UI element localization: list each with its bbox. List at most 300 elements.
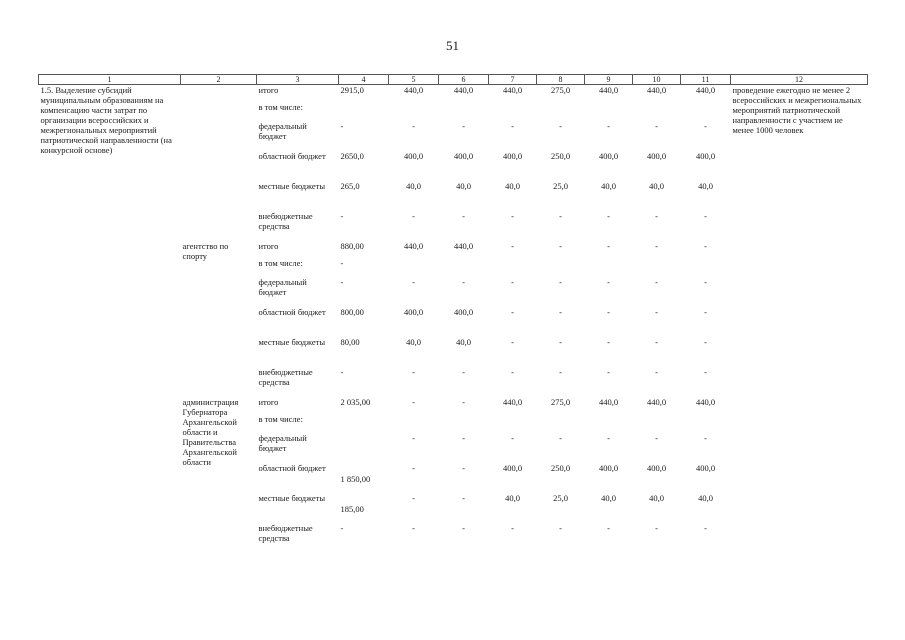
- value-cell: [585, 181, 633, 211]
- value-cell: [439, 367, 489, 397]
- value-cell: [585, 493, 633, 523]
- value-cell: [339, 151, 389, 181]
- value-cell: [389, 397, 439, 414]
- value-text: -: [607, 432, 610, 443]
- value-cell: [489, 258, 537, 277]
- funding-source: федеральный бюджет: [258, 432, 307, 453]
- column-header: 12: [731, 75, 868, 85]
- value-cell: [339, 258, 389, 277]
- value-text: -: [655, 276, 658, 287]
- value-text: 440,0: [598, 396, 619, 407]
- value-text: -: [340, 366, 344, 377]
- value-text: -: [462, 492, 465, 503]
- value-text: 800,00: [340, 306, 364, 317]
- value-text: -: [462, 462, 465, 473]
- value-cell: [339, 337, 389, 367]
- funding-source: местные бюджеты: [258, 336, 326, 347]
- value-cell: [537, 463, 585, 493]
- value-cell: [339, 433, 389, 463]
- value-text: 400,0: [646, 150, 667, 161]
- column-header: 9: [585, 75, 633, 85]
- value-cell: [585, 367, 633, 397]
- value-text: -: [559, 306, 562, 317]
- value-text: -: [511, 432, 514, 443]
- value-text: -: [559, 432, 562, 443]
- value-cell: [489, 523, 537, 553]
- value-cell: [585, 414, 633, 433]
- value-text: -: [462, 522, 465, 533]
- value-cell: [681, 433, 731, 463]
- value-text: 2915,0: [340, 85, 364, 95]
- funding-source: итого: [258, 240, 279, 251]
- value-text: 25,0: [553, 492, 568, 503]
- value-text: 40,0: [698, 492, 713, 503]
- value-cell: [585, 85, 633, 102]
- value-cell: [489, 367, 537, 397]
- value-cell: [439, 523, 489, 553]
- value-text: -: [340, 120, 344, 131]
- value-cell: [439, 241, 489, 258]
- budget-table: [38, 74, 868, 553]
- value-cell: [439, 151, 489, 181]
- value-cell: [537, 211, 585, 241]
- value-cell: [489, 102, 537, 121]
- value-cell: [339, 241, 389, 258]
- value-cell: [339, 277, 389, 307]
- value-text: 400,0: [598, 150, 619, 161]
- value-text: 400,0: [646, 462, 667, 473]
- value-text: -: [704, 336, 707, 347]
- value-text: -: [559, 120, 562, 131]
- executor-cell: [181, 85, 257, 241]
- value-cell: [633, 258, 681, 277]
- value-cell: [633, 181, 681, 211]
- value-text: -: [462, 432, 465, 443]
- value-text: -: [462, 366, 465, 377]
- value-cell: [585, 277, 633, 307]
- value-cell: [339, 121, 389, 151]
- value-text: -: [704, 522, 707, 533]
- funding-source: в том числе:: [258, 101, 303, 112]
- value-text: -: [511, 336, 514, 347]
- value-cell: [585, 151, 633, 181]
- value-cell: [439, 181, 489, 211]
- value-cell: [537, 277, 585, 307]
- funding-source: федеральный бюджет: [258, 276, 307, 297]
- value-cell: [339, 307, 389, 337]
- value-text: -: [462, 396, 465, 407]
- value-cell: [339, 397, 389, 414]
- value-text: -: [655, 240, 658, 251]
- value-cell: [389, 433, 439, 463]
- funding-source: областной бюджет: [258, 462, 326, 473]
- value-text: -: [655, 522, 658, 533]
- value-cell: [633, 337, 681, 367]
- value-cell: [585, 463, 633, 493]
- value-text: 440,0: [502, 85, 523, 95]
- value-cell: [439, 493, 489, 523]
- value-text: -: [607, 240, 610, 251]
- value-text: 440,0: [646, 396, 667, 407]
- value-text: 40,0: [456, 180, 471, 191]
- value-cell: [439, 211, 489, 241]
- value-text: -: [559, 210, 562, 221]
- value-cell: [633, 397, 681, 414]
- value-text: -: [412, 462, 415, 473]
- value-cell: [585, 102, 633, 121]
- value-cell: [339, 181, 389, 211]
- value-cell: [489, 414, 537, 433]
- value-text: -: [340, 522, 344, 533]
- column-header: 1: [39, 75, 181, 85]
- value-cell: [681, 493, 731, 523]
- value-cell: [537, 397, 585, 414]
- value-cell: [537, 258, 585, 277]
- value-text: 2650,0: [340, 150, 364, 161]
- value-cell: [585, 397, 633, 414]
- value-cell: [681, 181, 731, 211]
- value-cell: [489, 181, 537, 211]
- value-text: 400,0: [695, 462, 716, 473]
- value-text: -: [412, 432, 415, 443]
- expected-result: проведение ежегодно не менее 2 всероссийских и межрегиональных мероприятий патриотической направленности с участием не менее 1000 человек: [732, 85, 862, 135]
- value-cell: [439, 414, 489, 433]
- value-cell: [339, 85, 389, 102]
- value-cell: [681, 121, 731, 151]
- value-cell: [439, 102, 489, 121]
- value-text: -: [559, 276, 562, 287]
- column-number-row: [39, 75, 868, 85]
- column-header: 3: [257, 75, 339, 85]
- value-cell: [389, 367, 439, 397]
- value-cell: [339, 211, 389, 241]
- value-text: -: [412, 492, 415, 503]
- value-text: -: [607, 210, 610, 221]
- funding-source: внебюджетные средства: [258, 522, 313, 543]
- value-text: 440,0: [695, 396, 716, 407]
- value-text: 440,0: [403, 240, 424, 251]
- value-text: -: [511, 276, 514, 287]
- value-cell: [537, 433, 585, 463]
- value-cell: [489, 337, 537, 367]
- value-text: 40,0: [601, 180, 616, 191]
- value-cell: [681, 151, 731, 181]
- funding-source: областной бюджет: [258, 150, 326, 161]
- value-cell: [633, 463, 681, 493]
- value-text: 400,0: [598, 462, 619, 473]
- value-text: -: [607, 276, 610, 287]
- measure-title: 1.5. Выделение субсидий муниципальным образованиям на компенсацию части затрат по организации всероссийских и межрегиональных мероприятий патриотической направленности (на конкурсной основе): [40, 85, 172, 155]
- value-text: 440,0: [695, 85, 716, 95]
- value-cell: [439, 433, 489, 463]
- value-text: 440,0: [453, 240, 474, 251]
- value-text: -: [412, 276, 415, 287]
- value-cell: [389, 121, 439, 151]
- value-text: 275,0: [550, 396, 571, 407]
- value-cell: [489, 397, 537, 414]
- value-cell: [439, 337, 489, 367]
- value-cell: [389, 337, 439, 367]
- executor-cell: агентство по спорту: [182, 240, 229, 261]
- value-cell: [681, 277, 731, 307]
- value-text: 440,0: [646, 85, 667, 95]
- value-cell: [389, 493, 439, 523]
- value-cell: [389, 307, 439, 337]
- value-cell: [633, 433, 681, 463]
- executor-cell: администрация Губернатора Архангельской области и Правительства Архангельской области: [182, 396, 239, 467]
- value-cell: [585, 337, 633, 367]
- value-cell: [537, 523, 585, 553]
- value-cell: [537, 337, 585, 367]
- value-text: 1 850,00: [340, 473, 371, 484]
- funding-source: в том числе:: [258, 257, 303, 268]
- column-header: 11: [681, 75, 731, 85]
- value-cell: [633, 241, 681, 258]
- value-cell: [439, 307, 489, 337]
- value-text: 400,0: [453, 306, 474, 317]
- value-text: 400,0: [453, 150, 474, 161]
- value-text: 40,0: [505, 180, 520, 191]
- value-text: -: [412, 210, 415, 221]
- value-text: -: [340, 257, 344, 268]
- value-cell: [339, 523, 389, 553]
- value-cell: [489, 85, 537, 102]
- page-number: 51: [446, 38, 459, 53]
- funding-source: внебюджетные средства: [258, 210, 313, 231]
- value-text: -: [655, 366, 658, 377]
- value-text: 40,0: [406, 336, 421, 347]
- value-text: 250,0: [550, 150, 571, 161]
- value-cell: [389, 181, 439, 211]
- value-cell: [681, 85, 731, 102]
- value-cell: [339, 463, 389, 493]
- value-text: -: [340, 276, 344, 287]
- funding-source: итого: [258, 396, 279, 407]
- value-text: -: [559, 336, 562, 347]
- value-cell: [439, 121, 489, 151]
- value-text: -: [511, 522, 514, 533]
- value-cell: [389, 258, 439, 277]
- value-text: 185,00: [340, 503, 364, 514]
- value-cell: [489, 433, 537, 463]
- value-text: -: [704, 306, 707, 317]
- value-cell: [681, 258, 731, 277]
- value-text: -: [340, 210, 344, 221]
- value-text: -: [412, 120, 415, 131]
- value-cell: [585, 307, 633, 337]
- value-cell: [389, 211, 439, 241]
- value-text: 40,0: [649, 180, 664, 191]
- value-cell: [489, 463, 537, 493]
- value-cell: [537, 414, 585, 433]
- value-cell: [585, 523, 633, 553]
- value-cell: [439, 258, 489, 277]
- value-text: -: [511, 366, 514, 377]
- value-text: -: [655, 210, 658, 221]
- value-text: 400,0: [695, 150, 716, 161]
- value-cell: [681, 463, 731, 493]
- value-cell: [633, 85, 681, 102]
- value-cell: [633, 493, 681, 523]
- value-cell: [389, 102, 439, 121]
- value-text: 400,0: [502, 150, 523, 161]
- funding-source: федеральный бюджет: [258, 120, 307, 141]
- value-text: -: [607, 336, 610, 347]
- value-cell: [389, 523, 439, 553]
- value-text: 265,0: [340, 180, 360, 191]
- value-cell: [489, 241, 537, 258]
- value-cell: [633, 211, 681, 241]
- column-header: 7: [489, 75, 537, 85]
- value-text: -: [704, 240, 707, 251]
- value-cell: [489, 493, 537, 523]
- value-text: 40,0: [601, 492, 616, 503]
- value-text: -: [704, 432, 707, 443]
- funding-source: в том числе:: [258, 413, 303, 424]
- value-text: -: [412, 366, 415, 377]
- value-text: 440,0: [598, 85, 619, 95]
- value-text: -: [559, 366, 562, 377]
- funding-source: местные бюджеты: [258, 180, 326, 191]
- value-cell: [489, 307, 537, 337]
- value-text: 880,00: [340, 240, 364, 251]
- value-text: 40,0: [406, 180, 421, 191]
- value-cell: [633, 307, 681, 337]
- column-header: 4: [339, 75, 389, 85]
- value-text: 40,0: [456, 336, 471, 347]
- value-cell: [681, 414, 731, 433]
- value-text: 400,0: [403, 150, 424, 161]
- value-text: -: [704, 276, 707, 287]
- value-text: -: [704, 120, 707, 131]
- value-text: 440,0: [403, 85, 424, 95]
- value-cell: [537, 102, 585, 121]
- value-cell: [537, 121, 585, 151]
- value-text: -: [559, 522, 562, 533]
- value-cell: [389, 277, 439, 307]
- value-text: -: [607, 306, 610, 317]
- table-row: [39, 85, 868, 102]
- value-cell: [537, 241, 585, 258]
- value-cell: [633, 367, 681, 397]
- value-cell: [389, 241, 439, 258]
- value-cell: [339, 367, 389, 397]
- value-cell: [633, 102, 681, 121]
- value-text: 275,0: [550, 85, 571, 95]
- value-text: -: [704, 366, 707, 377]
- value-cell: [439, 397, 489, 414]
- value-cell: [537, 85, 585, 102]
- value-text: 250,0: [550, 462, 571, 473]
- value-cell: [537, 307, 585, 337]
- value-cell: [537, 181, 585, 211]
- value-cell: [633, 151, 681, 181]
- value-text: -: [511, 306, 514, 317]
- value-cell: [489, 277, 537, 307]
- value-cell: [389, 151, 439, 181]
- value-cell: [681, 367, 731, 397]
- value-cell: [489, 121, 537, 151]
- value-text: -: [511, 210, 514, 221]
- value-cell: [681, 211, 731, 241]
- value-cell: [585, 121, 633, 151]
- value-text: -: [412, 396, 415, 407]
- column-header: 10: [633, 75, 681, 85]
- value-cell: [537, 367, 585, 397]
- value-cell: [585, 241, 633, 258]
- value-text: -: [462, 210, 465, 221]
- value-cell: [633, 523, 681, 553]
- value-cell: [389, 463, 439, 493]
- value-cell: [489, 151, 537, 181]
- column-header: 2: [181, 75, 257, 85]
- value-text: -: [607, 522, 610, 533]
- value-cell: [633, 414, 681, 433]
- value-cell: [681, 397, 731, 414]
- value-text: 80,00: [340, 336, 360, 347]
- funding-source: итого: [258, 85, 279, 95]
- value-text: -: [462, 120, 465, 131]
- value-text: -: [511, 240, 514, 251]
- value-text: -: [655, 336, 658, 347]
- value-text: -: [655, 432, 658, 443]
- budget-table-container: [38, 74, 867, 553]
- value-cell: [339, 493, 389, 523]
- column-header: 5: [389, 75, 439, 85]
- value-text: -: [704, 210, 707, 221]
- value-text: -: [607, 366, 610, 377]
- value-text: -: [559, 240, 562, 251]
- value-cell: [439, 85, 489, 102]
- value-cell: [585, 433, 633, 463]
- value-cell: [489, 211, 537, 241]
- value-cell: [537, 151, 585, 181]
- value-text: 400,0: [502, 462, 523, 473]
- value-cell: [585, 211, 633, 241]
- column-header: 6: [439, 75, 489, 85]
- value-text: -: [462, 276, 465, 287]
- value-cell: [389, 85, 439, 102]
- value-cell: [681, 307, 731, 337]
- value-text: -: [412, 522, 415, 533]
- value-text: 440,0: [453, 85, 474, 95]
- value-text: 40,0: [505, 492, 520, 503]
- funding-source: областной бюджет: [258, 306, 326, 317]
- value-text: 25,0: [553, 180, 568, 191]
- value-cell: [681, 102, 731, 121]
- value-cell: [681, 337, 731, 367]
- value-cell: [681, 523, 731, 553]
- value-cell: [339, 102, 389, 121]
- value-cell: [537, 493, 585, 523]
- funding-source: местные бюджеты: [258, 492, 326, 503]
- value-cell: [439, 463, 489, 493]
- value-cell: [439, 277, 489, 307]
- value-text: -: [655, 120, 658, 131]
- value-text: -: [655, 306, 658, 317]
- value-text: 440,0: [502, 396, 523, 407]
- value-text: 400,0: [403, 306, 424, 317]
- value-text: 40,0: [698, 180, 713, 191]
- value-cell: [389, 414, 439, 433]
- value-text: -: [607, 120, 610, 131]
- value-text: 40,0: [649, 492, 664, 503]
- funding-source: внебюджетные средства: [258, 366, 313, 387]
- column-header: 8: [537, 75, 585, 85]
- value-cell: [633, 121, 681, 151]
- value-text: 2 035,00: [340, 396, 371, 407]
- value-cell: [633, 277, 681, 307]
